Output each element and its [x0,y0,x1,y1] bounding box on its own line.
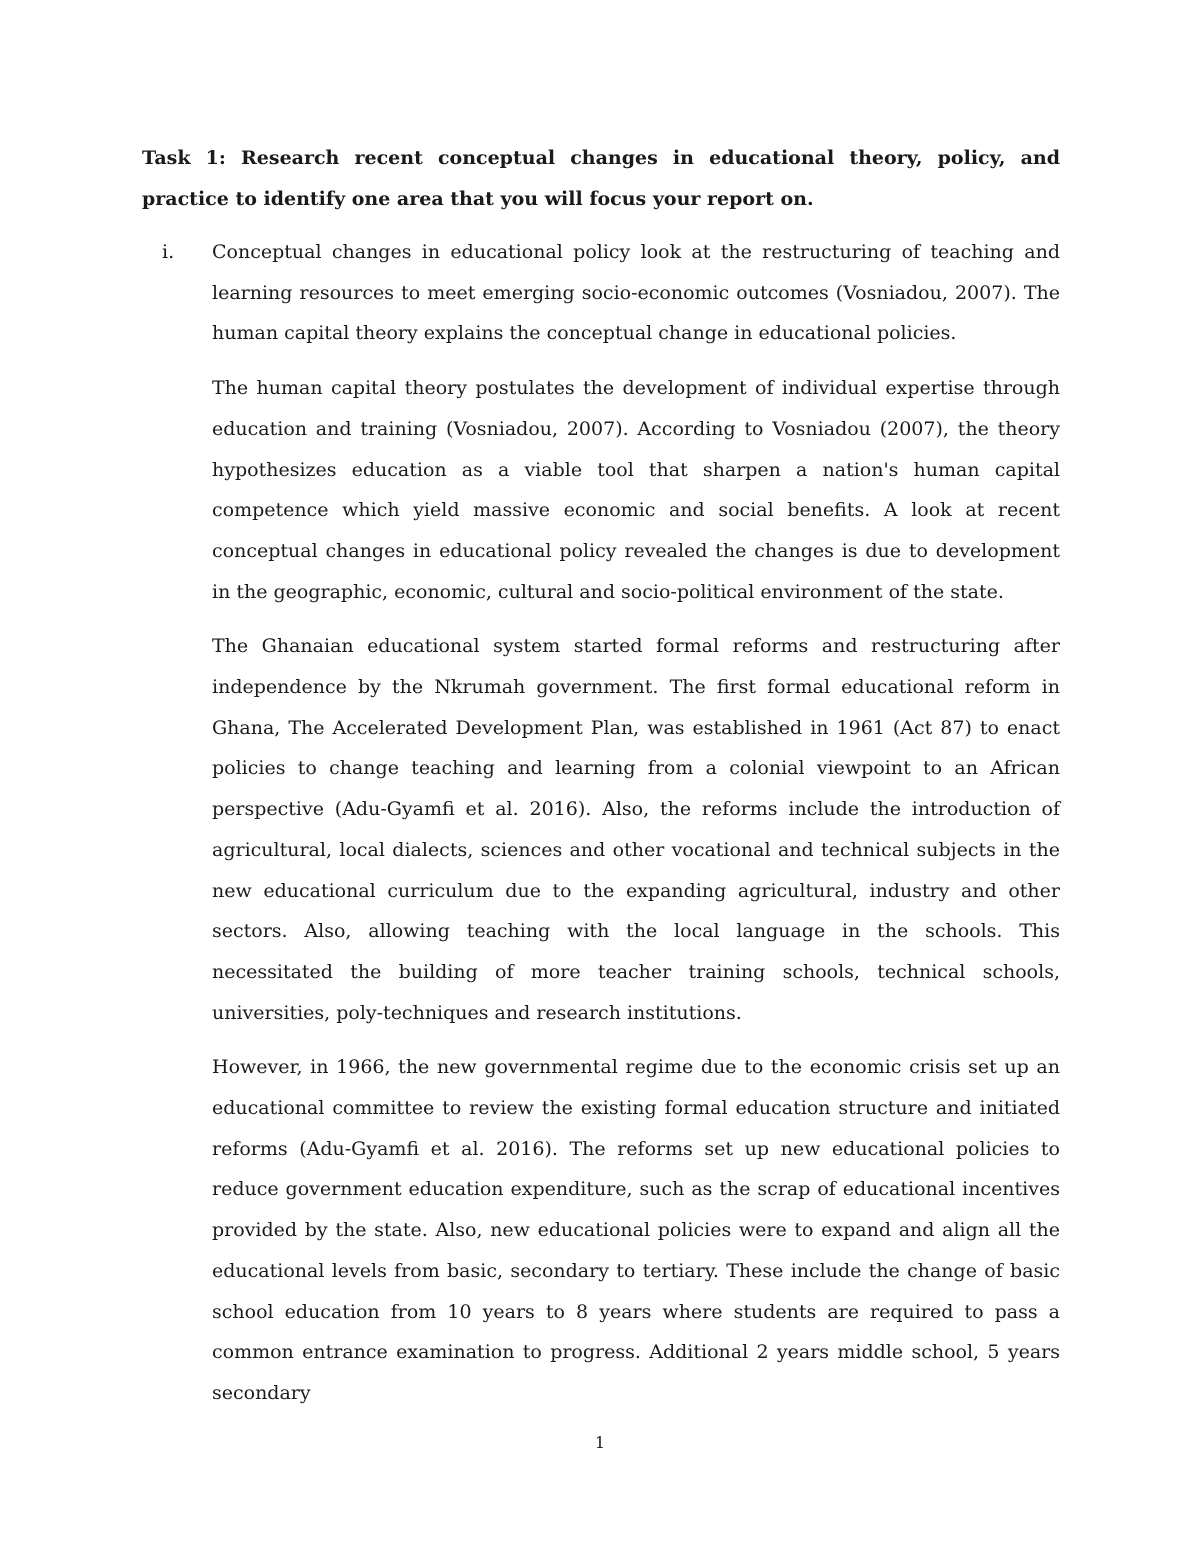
task-heading: Task 1: Research recent conceptual changes in educational theory, policy, and practice to identify one area that you will focus your report on. [142,147,1060,210]
paragraph-human-capital-theory: The human capital theory postulates the development of individual expertise through education and training (Vosniadou, 2007). According to Vosniadou (2007), the theory hypothesizes education as a viable tool that sharpen a nation's human capital competence which yield massive economic and social benefits. A look at recent conceptual changes in educational policy revealed the changes is due to development in the geographic, economic, cultural and socio-political environment of the state. [212,377,1060,603]
paragraph-conceptual-changes: Conceptual changes in educational policy look at the restructuring of teaching and learning resources to meet emerging socio-economic outcomes (Vosniadou, 2007). The human capital theory explains the conceptual change in educational policies. [212,241,1060,345]
paragraph-ghanaian-reforms: The Ghanaian educational system started formal reforms and restructuring after independence by the Nkrumah government. The first formal educational reform in Ghana, The Accelerated Development Plan, was established in 1961 (Act 87) to enact policies to change teaching and learning from a colonial viewpoint to an African perspective (Adu-Gyamfi et al. 2016). Also, the reforms include the introduction of agricultural, local dialects, sciences and other vocational and technical subjects in the new educational curriculum due to the expanding agricultural, industry and other sectors. Also, allowing teaching with the local language in the schools. This necessitated the building of more teacher training schools, technical schools, universities, poly-techniques and research institutions. [212,635,1060,1024]
list-item-marker: i. [162,241,175,263]
page-number: 1 [594,1433,606,1452]
paragraph-1966-reforms: However, in 1966, the new governmental regime due to the economic crisis set up an educational committee to review the existing formal education structure and initiated reforms (Adu-Gyamfi et al. 2016). The reforms set up new educational policies to reduce government education expenditure, such as the scrap of educational incentives provided by the state. Also, new educational policies were to expand and align all the educational levels from basic, secondary to tertiary. These include the change of basic school education from 10 years to 8 years where students are required to pass a common entrance examination to progress. Additional 2 years middle school, 5 years secondary [212,1056,1060,1404]
list-item-body [212,232,1060,1428]
